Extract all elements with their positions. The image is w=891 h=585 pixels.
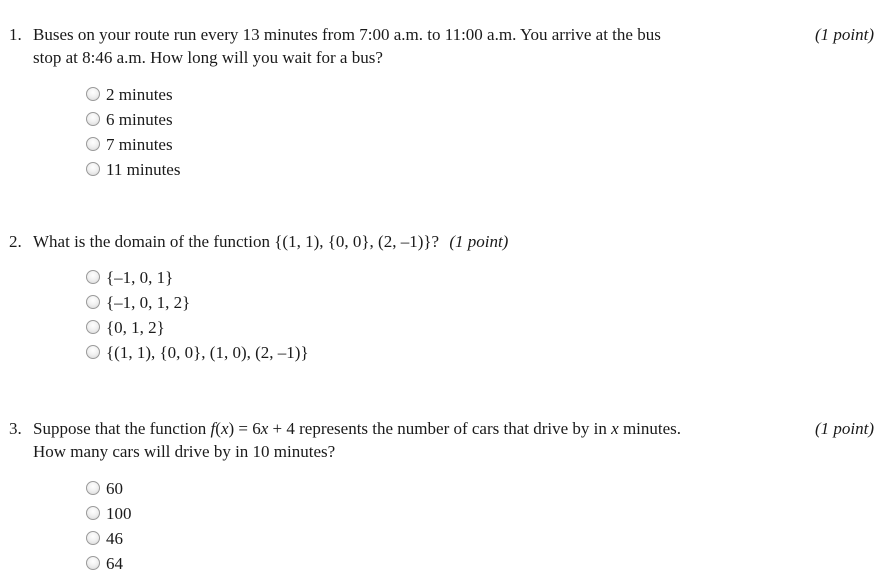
text-segment: + 4 represents the number of cars that drive by in (268, 419, 612, 438)
answer-option[interactable] (86, 290, 309, 315)
answer-option[interactable] (86, 315, 309, 340)
answer-option[interactable] (86, 265, 309, 290)
radio-button[interactable] (86, 137, 100, 151)
variable: x (611, 419, 619, 438)
radio-button[interactable] (86, 556, 100, 570)
text-segment: Suppose that the function (33, 419, 211, 438)
option-label: {–1, 0, 1} (106, 268, 174, 287)
option-label: {–1, 0, 1, 2} (106, 293, 191, 312)
function-name: f (210, 419, 216, 438)
question-text-line-1: Buses on your route run every 13 minutes from 7:00 a.m. to 11:00 a.m. You arrive at the bus (33, 25, 661, 44)
radio-button[interactable] (86, 481, 100, 495)
radio-button[interactable] (86, 345, 100, 359)
question-text-line-1 (33, 231, 508, 253)
points-label: (1 point) (814, 25, 874, 44)
answer-option[interactable] (86, 107, 180, 132)
answer-option[interactable] (86, 157, 180, 182)
answer-options (86, 265, 309, 365)
question-number: 1. (9, 25, 22, 44)
text-segment: ) = 6 (228, 419, 261, 438)
option-label: 11 minutes (106, 160, 181, 179)
radio-button[interactable] (86, 87, 100, 101)
points-label: (1 point) (449, 232, 509, 251)
question-text-line-1: Suppose that the function f(x) = 6x + 4 represents the number of cars that drive by in x minutes. (33, 419, 682, 438)
answer-option[interactable] (86, 526, 132, 551)
option-label: 7 minutes (106, 135, 173, 154)
option-label: 60 (106, 479, 123, 498)
radio-button[interactable] (86, 270, 100, 284)
option-label: 64 (106, 554, 123, 573)
radio-button[interactable] (86, 162, 100, 176)
question-number: 2. (9, 232, 22, 251)
question-text: What is the domain of the function {(1, 1), {0, 0}, (2, –1)}? (33, 232, 440, 251)
answer-option[interactable] (86, 340, 309, 365)
variable: x (260, 419, 269, 438)
answer-options (86, 82, 180, 182)
option-label: 6 minutes (106, 110, 173, 129)
radio-button[interactable] (86, 112, 100, 126)
radio-button[interactable] (86, 295, 100, 309)
answer-options (86, 476, 132, 576)
answer-option[interactable] (86, 132, 180, 157)
radio-button[interactable] (86, 531, 100, 545)
question-text-line-2: stop at 8:46 a.m. How long will you wait for a bus? (33, 48, 383, 67)
radio-button[interactable] (86, 320, 100, 334)
text-segment: minutes. (618, 419, 682, 438)
answer-option[interactable] (86, 476, 132, 501)
option-label: {(1, 1), {0, 0}, (1, 0), (2, –1)} (106, 343, 309, 362)
answer-option[interactable] (86, 501, 132, 526)
question-text-line-2: How many cars will drive by in 10 minutes? (33, 442, 336, 461)
radio-button[interactable] (86, 506, 100, 520)
points-label: (1 point) (814, 419, 874, 438)
option-label: 2 minutes (106, 85, 173, 104)
answer-option[interactable] (86, 551, 132, 576)
variable: x (220, 419, 229, 438)
option-label: 100 (106, 504, 132, 523)
question-number: 3. (9, 419, 22, 438)
option-label: {0, 1, 2} (106, 318, 165, 337)
answer-option[interactable] (86, 82, 180, 107)
option-label: 46 (106, 529, 123, 548)
